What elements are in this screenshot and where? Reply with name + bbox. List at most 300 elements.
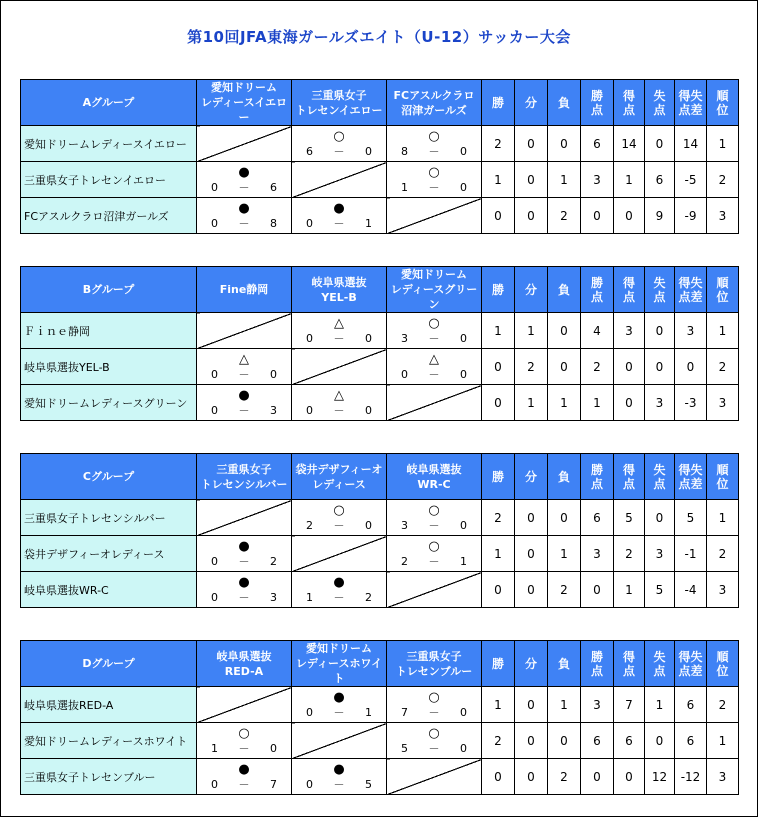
stat-value: 7 [614, 687, 645, 723]
self-match-cell [292, 536, 387, 572]
match-result [197, 198, 292, 234]
score-own: 1 [401, 181, 408, 194]
draw-mark: △ [334, 316, 344, 331]
win-mark: ○ [428, 129, 440, 144]
stat-value: -5 [675, 162, 707, 198]
score-own: 0 [211, 217, 218, 230]
stat-value: 6 [581, 723, 614, 759]
stat-value: 2 [482, 500, 515, 536]
team-name: 愛知ドリームレディースグリーン [21, 385, 197, 421]
match-result [292, 687, 387, 723]
opponent-header: Fine静岡 [197, 267, 292, 313]
score-own: 1 [306, 591, 313, 604]
stat-value: 3 [707, 385, 739, 421]
stat-value: 0 [614, 385, 645, 421]
team-row [21, 759, 739, 795]
score-dash: － [238, 217, 250, 230]
stat-value: 0 [482, 198, 515, 234]
stat-value: 2 [548, 572, 581, 608]
result-box [292, 759, 386, 794]
result-box [292, 126, 386, 161]
group-table [20, 453, 739, 608]
score-dash: － [238, 555, 250, 568]
stat-value: 0 [548, 126, 581, 162]
opponent-header: 愛知ドリーム レディースホワイト [292, 641, 387, 687]
match-result [292, 572, 387, 608]
score-dash: － [428, 742, 440, 755]
loss-mark: ● [238, 201, 250, 216]
score-opponent: 6 [270, 181, 277, 194]
result-box [292, 572, 386, 607]
stat-value: 4 [581, 313, 614, 349]
self-match-cell [387, 572, 482, 608]
stat-header: 得失 点差 [675, 454, 707, 500]
stat-value: 2 [482, 126, 515, 162]
self-match-cell [387, 385, 482, 421]
score-own: 0 [211, 404, 218, 417]
stat-value: 0 [645, 313, 675, 349]
stat-value: 6 [645, 162, 675, 198]
stat-value: 1 [548, 162, 581, 198]
win-mark: ○ [428, 503, 440, 518]
stat-header: 得 点 [614, 454, 645, 500]
stat-header: 得失 点差 [675, 641, 707, 687]
match-result [292, 313, 387, 349]
score-opponent: 5 [365, 778, 372, 791]
stat-value: 2 [581, 349, 614, 385]
score-dash: － [428, 332, 440, 345]
stat-value: 0 [645, 126, 675, 162]
team-name: 愛知ドリームレディースイエロー [21, 126, 197, 162]
self-match-cell [292, 162, 387, 198]
score-dash: － [238, 591, 250, 604]
stat-value: 0 [482, 385, 515, 421]
match-result [197, 536, 292, 572]
result-box [387, 313, 481, 348]
result-box [197, 723, 291, 758]
score-dash: － [333, 332, 345, 345]
result-box [292, 500, 386, 535]
result-box [387, 536, 481, 571]
stat-value: -9 [675, 198, 707, 234]
stat-value: 0 [515, 198, 548, 234]
opponent-header: 三重県女子 トレセンブルー [387, 641, 482, 687]
result-box [292, 198, 386, 233]
score-own: 2 [306, 519, 313, 532]
group-label: Aグループ [21, 80, 197, 126]
score-dash: － [333, 217, 345, 230]
stat-header: 得 点 [614, 267, 645, 313]
score-own: 0 [306, 778, 313, 791]
stat-value: 0 [482, 572, 515, 608]
self-match-cell [197, 500, 292, 536]
stat-header: 分 [515, 454, 548, 500]
loss-mark: ● [238, 539, 250, 554]
stat-value: 2 [707, 349, 739, 385]
score-own: 0 [211, 368, 218, 381]
stat-value: 0 [548, 313, 581, 349]
team-row [21, 723, 739, 759]
stat-value: 0 [515, 500, 548, 536]
stat-value: 3 [581, 687, 614, 723]
score-own: 8 [401, 145, 408, 158]
result-box [197, 536, 291, 571]
result-box [292, 687, 386, 722]
stat-value: 0 [581, 198, 614, 234]
result-box [197, 572, 291, 607]
score-dash: － [428, 368, 440, 381]
score-opponent: 0 [460, 368, 467, 381]
team-name: Ｆｉｎｅ静岡 [21, 313, 197, 349]
stat-value: -12 [675, 759, 707, 795]
match-result [197, 349, 292, 385]
stat-value: 1 [548, 687, 581, 723]
opponent-header: 愛知ドリーム レディースイエロー [197, 80, 292, 126]
group-label: Cグループ [21, 454, 197, 500]
stat-header: 勝 点 [581, 267, 614, 313]
stat-value: 1 [482, 536, 515, 572]
match-result [292, 759, 387, 795]
stat-header: 得 点 [614, 80, 645, 126]
self-match-cell [197, 313, 292, 349]
match-result [387, 500, 482, 536]
match-result [197, 759, 292, 795]
score-opponent: 1 [365, 217, 372, 230]
team-name: 岐阜県選抜WR-C [21, 572, 197, 608]
score-dash: － [238, 404, 250, 417]
stat-value: 5 [675, 500, 707, 536]
group-label: Dグループ [21, 641, 197, 687]
score-dash: － [333, 519, 345, 532]
stat-value: 1 [482, 313, 515, 349]
stat-header: 得 点 [614, 641, 645, 687]
stat-value: -1 [675, 536, 707, 572]
stat-value: 0 [548, 723, 581, 759]
stat-value: 3 [614, 313, 645, 349]
result-box [197, 759, 291, 794]
score-opponent: 0 [365, 519, 372, 532]
stat-value: 3 [707, 198, 739, 234]
score-opponent: 0 [365, 404, 372, 417]
stat-value: 1 [645, 687, 675, 723]
draw-mark: △ [239, 352, 249, 367]
stat-value: 14 [675, 126, 707, 162]
stat-header: 分 [515, 80, 548, 126]
stat-value: -4 [675, 572, 707, 608]
stat-value: 3 [645, 536, 675, 572]
score-dash: － [428, 555, 440, 568]
result-box [292, 313, 386, 348]
stat-value: 2 [482, 723, 515, 759]
score-opponent: 8 [270, 217, 277, 230]
group-header-row [21, 641, 739, 687]
score-dash: － [428, 706, 440, 719]
result-box [197, 385, 291, 420]
stat-header: 勝 [482, 454, 515, 500]
stat-value: 9 [645, 198, 675, 234]
team-name: 三重県女子トレセンブルー [21, 759, 197, 795]
stat-header: 分 [515, 641, 548, 687]
stat-header: 失 点 [645, 80, 675, 126]
opponent-header: 袋井デザフィーオ レディース [292, 454, 387, 500]
match-result [387, 536, 482, 572]
self-match-cell [197, 687, 292, 723]
self-match-cell [292, 723, 387, 759]
team-row [21, 198, 739, 234]
stat-value: 0 [548, 349, 581, 385]
group-table [20, 640, 739, 795]
score-opponent: 0 [460, 332, 467, 345]
score-opponent: 3 [270, 404, 277, 417]
result-box [387, 126, 481, 161]
score-opponent: 1 [460, 555, 467, 568]
stat-value: 1 [707, 313, 739, 349]
stat-value: 0 [581, 759, 614, 795]
stat-header: 負 [548, 80, 581, 126]
stat-value: 6 [614, 723, 645, 759]
stat-value: 0 [515, 687, 548, 723]
stat-value: 1 [548, 385, 581, 421]
stat-value: 6 [675, 687, 707, 723]
stat-header: 勝 [482, 80, 515, 126]
score-own: 0 [306, 404, 313, 417]
stat-header: 勝 [482, 641, 515, 687]
team-row [21, 126, 739, 162]
stat-header: 負 [548, 454, 581, 500]
stat-value: 14 [614, 126, 645, 162]
stat-value: 1 [482, 162, 515, 198]
score-opponent: 7 [270, 778, 277, 791]
score-dash: － [238, 742, 250, 755]
opponent-header: 岐阜県選抜 YEL-B [292, 267, 387, 313]
score-dash: － [238, 181, 250, 194]
win-mark: ○ [428, 690, 440, 705]
match-result [197, 572, 292, 608]
team-name: 愛知ドリームレディースホワイト [21, 723, 197, 759]
stat-value: 3 [707, 572, 739, 608]
draw-mark: △ [429, 352, 439, 367]
self-match-cell [387, 198, 482, 234]
stat-header: 失 点 [645, 641, 675, 687]
stat-value: 1 [614, 572, 645, 608]
loss-mark: ● [238, 762, 250, 777]
group-header-row [21, 80, 739, 126]
score-dash: － [333, 404, 345, 417]
opponent-header: 三重県女子 トレセンイエロー [292, 80, 387, 126]
score-opponent: 0 [460, 181, 467, 194]
team-name: 岐阜県選抜YEL-B [21, 349, 197, 385]
stat-value: 2 [707, 687, 739, 723]
self-match-cell [387, 759, 482, 795]
win-mark: ○ [333, 503, 345, 518]
stat-value: 0 [482, 349, 515, 385]
self-match-cell [197, 126, 292, 162]
loss-mark: ● [333, 690, 345, 705]
stat-header: 失 点 [645, 454, 675, 500]
win-mark: ○ [428, 539, 440, 554]
match-result [292, 500, 387, 536]
stat-value: 2 [707, 536, 739, 572]
score-own: 5 [401, 742, 408, 755]
stat-value: 1 [548, 536, 581, 572]
stat-value: 3 [581, 162, 614, 198]
score-own: 3 [401, 519, 408, 532]
stat-value: 1 [581, 385, 614, 421]
score-opponent: 0 [270, 368, 277, 381]
stat-value: 6 [675, 723, 707, 759]
stat-header: 負 [548, 641, 581, 687]
loss-mark: ● [238, 165, 250, 180]
match-result [387, 162, 482, 198]
stat-value: 1 [707, 126, 739, 162]
score-own: 0 [306, 217, 313, 230]
stat-value: 2 [707, 162, 739, 198]
score-own: 0 [306, 706, 313, 719]
result-box [197, 349, 291, 384]
stat-value: 1 [515, 313, 548, 349]
stat-value: 0 [482, 759, 515, 795]
stat-header: 勝 点 [581, 80, 614, 126]
stat-value: 0 [515, 759, 548, 795]
match-result [387, 723, 482, 759]
stat-header: 順 位 [707, 454, 739, 500]
team-row [21, 572, 739, 608]
score-opponent: 0 [460, 706, 467, 719]
stat-value: 3 [581, 536, 614, 572]
result-box [387, 500, 481, 535]
score-opponent: 1 [365, 706, 372, 719]
match-result [387, 313, 482, 349]
score-dash: － [238, 778, 250, 791]
loss-mark: ● [238, 388, 250, 403]
score-opponent: 0 [460, 519, 467, 532]
group-header-row [21, 267, 739, 313]
team-name: 岐阜県選抜RED-A [21, 687, 197, 723]
team-name: 三重県女子トレセンシルバー [21, 500, 197, 536]
match-result [292, 126, 387, 162]
stat-header: 順 位 [707, 267, 739, 313]
team-row [21, 385, 739, 421]
stat-header: 得失 点差 [675, 267, 707, 313]
stat-value: 0 [515, 162, 548, 198]
result-box [387, 162, 481, 197]
stat-value: 2 [548, 198, 581, 234]
stat-value: 0 [675, 349, 707, 385]
match-result [197, 385, 292, 421]
stat-value: 5 [645, 572, 675, 608]
stat-value: 1 [707, 723, 739, 759]
stat-value: 0 [515, 536, 548, 572]
stat-value: 1 [707, 500, 739, 536]
stat-value: 0 [581, 572, 614, 608]
score-dash: － [428, 145, 440, 158]
score-own: 0 [211, 555, 218, 568]
team-name: 三重県女子トレセンイエロー [21, 162, 197, 198]
score-own: 0 [211, 591, 218, 604]
stat-value: 2 [614, 536, 645, 572]
stat-header: 得失 点差 [675, 80, 707, 126]
stat-value: 6 [581, 126, 614, 162]
score-own: 3 [401, 332, 408, 345]
result-box [387, 349, 481, 384]
score-own: 0 [401, 368, 408, 381]
score-opponent: 0 [460, 742, 467, 755]
stat-header: 順 位 [707, 80, 739, 126]
stat-value: 1 [515, 385, 548, 421]
score-opponent: 0 [270, 742, 277, 755]
stat-value: 0 [614, 349, 645, 385]
team-row [21, 349, 739, 385]
score-own: 6 [306, 145, 313, 158]
score-dash: － [333, 706, 345, 719]
stat-header: 負 [548, 267, 581, 313]
opponent-header: 三重県女子 トレセンシルバー [197, 454, 292, 500]
self-match-cell [292, 349, 387, 385]
win-mark: ○ [333, 129, 345, 144]
draw-mark: △ [334, 388, 344, 403]
result-box [197, 198, 291, 233]
group-header-row [21, 454, 739, 500]
stat-value: 0 [614, 198, 645, 234]
win-mark: ○ [428, 165, 440, 180]
stat-value: 0 [645, 349, 675, 385]
score-opponent: 0 [365, 145, 372, 158]
team-row [21, 313, 739, 349]
stat-value: 1 [482, 687, 515, 723]
score-opponent: 0 [460, 145, 467, 158]
match-result [292, 198, 387, 234]
opponent-header: 岐阜県選抜 RED-A [197, 641, 292, 687]
team-row [21, 536, 739, 572]
score-opponent: 2 [270, 555, 277, 568]
score-dash: － [428, 519, 440, 532]
match-result [197, 162, 292, 198]
match-result [197, 723, 292, 759]
score-dash: － [428, 181, 440, 194]
score-own: 7 [401, 706, 408, 719]
score-own: 1 [211, 742, 218, 755]
match-result [387, 126, 482, 162]
score-own: 0 [306, 332, 313, 345]
stat-value: 1 [614, 162, 645, 198]
group-table [20, 79, 739, 234]
loss-mark: ● [333, 762, 345, 777]
score-opponent: 0 [365, 332, 372, 345]
win-mark: ○ [428, 726, 440, 741]
team-name: 袋井デザフィーオレディース [21, 536, 197, 572]
result-box [387, 723, 481, 758]
result-box [292, 385, 386, 420]
result-box [197, 162, 291, 197]
team-row [21, 687, 739, 723]
stat-value: -3 [675, 385, 707, 421]
stat-value: 0 [614, 759, 645, 795]
stat-value: 3 [707, 759, 739, 795]
score-own: 0 [211, 778, 218, 791]
stat-value: 2 [515, 349, 548, 385]
stat-value: 3 [645, 385, 675, 421]
win-mark: ○ [428, 316, 440, 331]
stat-value: 0 [515, 572, 548, 608]
match-result [387, 687, 482, 723]
stat-header: 分 [515, 267, 548, 313]
team-name: FCアスルクラロ沼津ガールズ [21, 198, 197, 234]
stat-value: 6 [581, 500, 614, 536]
group-table [20, 266, 739, 421]
stat-value: 3 [675, 313, 707, 349]
score-dash: － [238, 368, 250, 381]
score-dash: － [333, 778, 345, 791]
